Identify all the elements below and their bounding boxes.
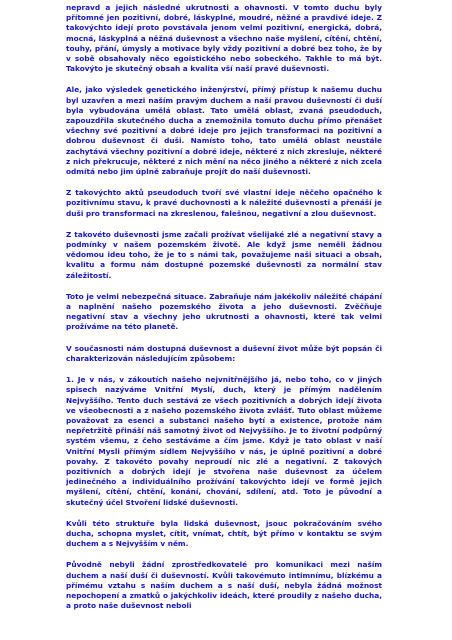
paragraph: V současnosti nám dostupná duševnost a duševní život může být popsán či charakterizován následujícím způsobem: xyxy=(66,343,382,363)
paragraph: Ale, jako výsledek genetického inženýrství, přímý přístup k našemu duchu byl uzavřen a mezi naším pravým duchem a naší pravou duševností či duší byla vybudována umělá oblast. Tato umělá oblast, zvaná pseudoduch, zapouzdřila skutečného ducha a znemožnila tomuto duchu přímo přenášet všechny své pozitivní a dobré ideje pro jejich transformaci na pozitivní a dobrou duševnost či duši. Namísto toho, tato umělá oblast neustále zachytává všechny pozitivní a dobré ideje, některé z nich zkresluje, některé z nich překrucuje, některé z nich mění na něco jiného a některé z nich zcela odmítá nebo jim úplně zabraňuje projít do naší duševnosti. xyxy=(66,85,382,177)
paragraph: Z takovýchto aktů pseudoduch tvoří své vlastní ideje něčeho opačného k pozitivnímu stavu, k pravé duchovnosti a k náležité duševnosti a přenáší je duši pro transformaci na zkreslenou, falešnou, negativní a zlou duševnost. xyxy=(66,188,382,218)
paragraph: Toto je velmi nebezpečná situace. Zabraňuje nám jakékoliv náležité chápání a naplnění našeho pozemského života a jeho duševnosti. Zvěčňuje negativní stav a všechny jeho ukrutnosti a ohavnosti, které tak velmi prožíváme na této planetě. xyxy=(66,291,382,332)
paragraph: Z takovéto duševnosti jsme začali prožívat všelijaké zlé a negativní stavy a podmínky v našem pozemském životě. Ale když jsme neměli žádnou vědomou ideu toho, že je to s námi tak, považujeme naši situaci a obsah, kvalitu a formu nám dostupné pozemské duševnosti za normální stav záležitostí. xyxy=(66,229,382,280)
paragraph: 1. Je v nás, v zákoutích našeho nejvnitřnějšího já, nebo toho, co v jiných spisech nazýváme Vnitřní Myslí, duch, který je přímým nadělením Nejvyššího. Tento duch sestává ze všech pozitivních a dobrých idejí života ve všeobecnosti a z našeho pozemského života zvlášť. Tuto oblast můžeme považovat za esenci a substanci našeho bytí a existence, protože nám nepřetržitě přináší náš samotný život od Nejvyššího. Je to životní podpůrný systém všemu, z čeho sestáváme a čím jsme. Když je tato oblast v naší Vnitřní Mysli přímým sídlem Nejvyššího v nás, je úplně pozitivní a dobré povahy. Z takovéto povahy neproudí nic zlé a negativní. Z takových pozitivních a dobrých idejí je stvořena naše duševnost za účelem jedinečného a individuálního prožívání takovýchto idejí ve formě jejich myšlení, cítění, chtění, konání, chování, sdílení, atd. Toto je původní a skutečný účel Stvoření lidské duševnosti. xyxy=(66,375,382,507)
paragraph: Kvůli této struktuře byla lidská duševnost, jsouc pokračováním svého ducha, schopna myslet, cítit, vnímat, chtít, být přímo v kontaktu se svým duchem a s Nejvyšším v něm. xyxy=(66,518,382,549)
paragraph: nepravd a jejich následné ukrutnosti a ohavnosti. V tomto duchu byly přítomné jen pozitivní, dobré, láskyplné, moudré, něžné a pravdivé ideje. Z takovýchto idejí proto povstávala jenom velmi pozitivní, energická, dobrá, mocná, láskyplná a něžná duševnost a všechno naše myšlení, cítění, chtění, touhy, přání, úmysly a motivace byly vždy pozitivní a dobré bez toho, že by v sobě obsahovaly něco egoistického nebo sobeckého. Takhle to má být. Takovýto je skutečný obsah a kvalita vší naší pravé duševnosti. xyxy=(66,3,382,74)
paragraph: Původně nebyli žádní zprostředkovatelé pro komunikaci mezi naším duchem a naší duší či duševností. Kvůli takovémuto intimnímu, blízkému a přímému vztahu s naším duchem a s naší duší, nebyla žádná možnost nepochopení a zmatků o jakýchkoliv ideách, které proudily z našeho ducha, a proto naše duševnost neboli xyxy=(66,560,382,611)
